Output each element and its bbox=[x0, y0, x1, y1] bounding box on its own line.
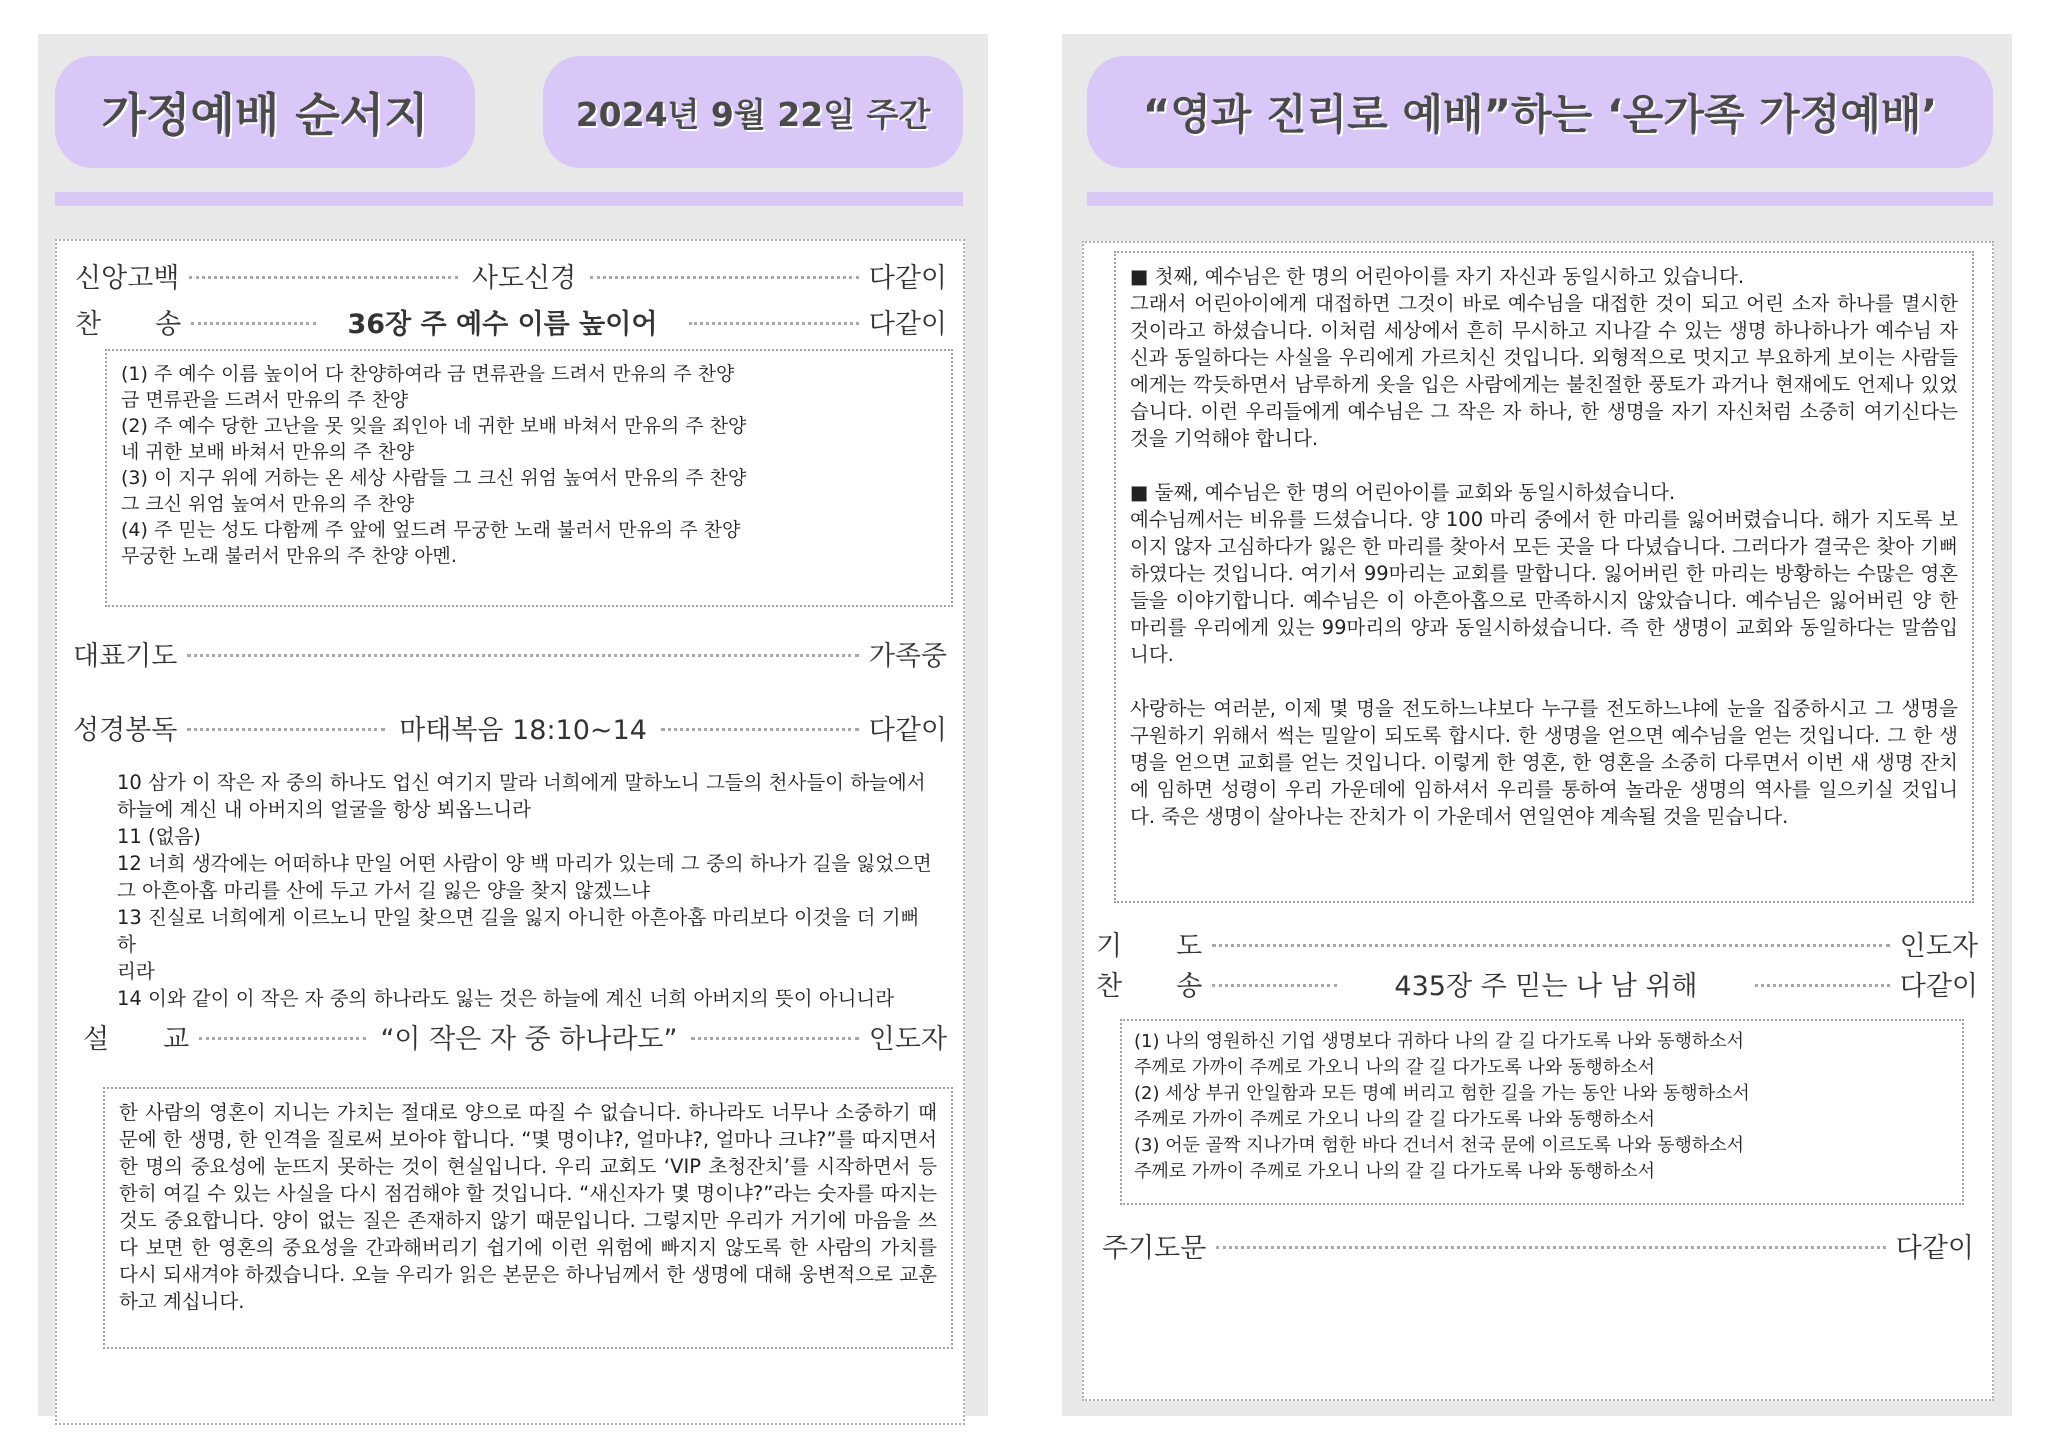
closing-hymn-label: 찬 송 bbox=[1096, 970, 1203, 1002]
hymn-row bbox=[75, 301, 947, 341]
sermon-title: “이 작은 자 중 하나라도” bbox=[380, 1023, 678, 1055]
leader-dots bbox=[187, 654, 858, 657]
reading-content: 마태복음 18:10~14 bbox=[399, 714, 647, 746]
spacer bbox=[1130, 668, 1958, 695]
hymn-content: 36장 주 예수 이름 높이어 bbox=[347, 308, 658, 340]
creed-content: 사도신경 bbox=[471, 262, 577, 294]
lyric-line: (3) 어둔 골짝 지나가며 험한 바다 건너서 천국 문에 이르도록 나와 동행하소서 bbox=[1134, 1135, 1745, 1156]
meditation-box bbox=[1114, 251, 1974, 903]
left-page-panel bbox=[38, 34, 988, 1416]
lords-prayer-label: 주기도문 bbox=[1102, 1232, 1207, 1264]
leader-dots bbox=[187, 728, 385, 731]
lyric-line: 무궁한 노래 불러서 만유의 주 찬양 아멘. bbox=[121, 545, 457, 567]
verse-line: 14 이와 같이 이 작은 자 중의 하나라도 잃는 것은 하늘에 계신 너희 아버지의 뜻이 아니니라 bbox=[117, 987, 895, 1010]
right-header-bar bbox=[1087, 192, 1993, 206]
verse-line: 13 진실로 너희에게 이르노니 만일 찾으면 길을 잃지 아니한 아흔아홉 마리보다 이것을 더 기뻐하 bbox=[117, 906, 920, 956]
right-content-page bbox=[1082, 241, 1994, 1401]
reading-who: 다같이 bbox=[868, 714, 947, 746]
lyric-line: (2) 세상 부귀 안일함과 모든 명예 버리고 험한 길을 가는 동안 나와 동행하소서 bbox=[1134, 1083, 1750, 1104]
sermon-text: 한 사람의 영혼이 지니는 가치는 절대로 양으로 따질 수 없습니다. 하나라도 너무나 소중하기 때문에 한 생명, 한 인격을 질로써 보아야 합니다. “몇 명이냐?, 얼마냐?, 얼마나 크냐?”를 따지면서 한 명의 중요성에 눈뜨지 못하는 것이 현실입니다. 우리 교회도 ‘VIP 초청잔치’를 시작하면서 등한히 여길 수 있는 사실을 다시 점검해야 할 것입니다. “새신자가 몇 명이냐?”라는 숫자를 따지는 것도 중요합니다. 양이 없는 질은 존재하지 않기 때문입니다. 그렇지만 우리가 거기에 마음을 쓰다 보면 한 영혼의 중요성을 간과해버리기 쉽기에 이런 위험에 빠지지 않도록 한 사람의 가치를 다시 되새겨야 하겠습니다. 오늘 우리가 읽은 본문은 하나님께서 한 생명에 대해 웅변적으로 교훈하고 계십니다. bbox=[119, 1101, 937, 1313]
point2-body: 예수님께서는 비유를 드셨습니다. 양 100 마리 중에서 한 마리를 잃어버렸습니다. 해가 지도록 보이지 않자 고심하다가 잃은 한 마리를 찾아서 모든 곳을 다 다녔습니다. 그러다가 결국은 찾아 기뻐하였다는 것입니다. 여기서 99마리는 교회를 말합니다. 잃어버린 한 마리는 방황하는 수많은 영혼들을 이야기합니다. 예수님은 이 아흔아홉으로 만족하시지 않았습니다. 예수님은 잃어버린 양 한 마리를 우리에게 있는 99마리의 양과 동일시하셨습니다. 즉 한 생명이 교회와 동일하다는 말씀입니다. bbox=[1130, 508, 1958, 666]
leader-dots bbox=[689, 322, 859, 325]
scripture-reading-row bbox=[73, 707, 947, 747]
sermon-who: 인도자 bbox=[868, 1023, 947, 1055]
closing-prayer-label: 기 도 bbox=[1096, 930, 1203, 962]
closing-hymn-row bbox=[1096, 963, 1978, 1003]
leader-dots bbox=[1212, 944, 1890, 947]
worship-order-title-text: 가정예배 순서지 bbox=[101, 88, 429, 142]
leader-dots bbox=[691, 1037, 858, 1040]
leader-dots bbox=[1216, 1246, 1885, 1249]
point3-body: 사랑하는 여러분, 이제 몇 명을 전도하느냐보다 누구를 전도하느냐에 눈을 집중하시고 그 생명을 구원하기 위해서 썩는 밀알이 되도록 합시다. 한 생명을 얻으면 예수님을 얻는 것입니다. 그 한 생명을 얻으면 교회를 얻는 것입니다. 이렇게 한 영혼, 한 영혼을 소중히 다루면서 이번 새 생명 잔치에 임하면 성령이 우리 가운데에 임하셔서 우리를 통하여 놀라운 생명의 역사를 일으키실 것입니다. 죽은 생명이 살아나는 잔치가 이 가운데서 연일연야 계속될 것을 믿습니다. bbox=[1130, 697, 1958, 828]
leader-dots bbox=[661, 728, 859, 731]
point2-heading: ■ 둘째, 예수님은 한 명의 어린아이를 교회와 동일시하셨습니다. bbox=[1130, 481, 1676, 504]
creed-who: 다같이 bbox=[868, 262, 947, 294]
left-header-bar bbox=[55, 192, 963, 206]
prayer-who: 가족중 bbox=[868, 640, 947, 672]
leader-dots bbox=[1755, 984, 1890, 987]
closing-prayer-row bbox=[1096, 923, 1978, 963]
verse-line: 리라 bbox=[117, 960, 155, 983]
sermon-label: 설 교 bbox=[83, 1023, 190, 1055]
lyric-line: 주께로 가까이 주께로 가오니 나의 갈 길 다가도록 나와 동행하소서 bbox=[1134, 1109, 1655, 1130]
closing-hymn-content: 435장 주 믿는 나 남 위해 bbox=[1394, 970, 1698, 1002]
family-worship-title-text: “영과 진리로 예배”하는 ‘온가족 가정예배’ bbox=[1142, 90, 1938, 139]
lyric-line: (1) 나의 영원하신 기업 생명보다 귀하다 나의 갈 길 다가도록 나와 동행하소서 bbox=[1134, 1031, 1745, 1052]
representative-prayer-row bbox=[73, 633, 947, 673]
closing-prayer-who: 인도자 bbox=[1899, 930, 1978, 962]
verse-line: 12 너희 생각에는 어떠하냐 만일 어떤 사람이 양 백 마리가 있는데 그 중의 하나가 길을 잃었으면 bbox=[117, 852, 932, 875]
reading-label: 성경봉독 bbox=[73, 714, 178, 746]
verse-line: 11 (없음) bbox=[117, 825, 201, 848]
family-worship-title bbox=[1087, 56, 1993, 168]
leader-dots bbox=[590, 276, 859, 279]
leader-dots bbox=[199, 1037, 366, 1040]
lyric-line: (4) 주 믿는 성도 다함께 주 앞에 엎드려 무궁한 노래 불러서 만유의 주 찬양 bbox=[121, 519, 741, 541]
creed-row bbox=[75, 255, 947, 295]
sermon-text-box bbox=[103, 1087, 953, 1349]
closing-hymn-lyrics-box bbox=[1120, 1019, 1964, 1205]
left-content-page bbox=[55, 239, 965, 1425]
hymn-lyrics-box bbox=[105, 349, 953, 607]
verse-line: 10 삼가 이 작은 자 중의 하나도 업신 여기지 말라 너희에게 말하노니 그들의 천사들이 하늘에서 bbox=[117, 771, 926, 794]
right-page-panel bbox=[1062, 34, 2012, 1416]
lyric-line: 네 귀한 보배 바쳐서 만유의 주 찬양 bbox=[121, 441, 415, 463]
week-date-text: 2024년 9월 22일 주간 bbox=[575, 94, 931, 134]
verse-line: 하늘에 계신 내 아버지의 얼굴을 항상 뵈옵느니라 bbox=[117, 798, 531, 821]
lyric-line: (2) 주 예수 당한 고난을 못 잊을 죄인아 네 귀한 보배 바쳐서 만유의 주 찬양 bbox=[121, 415, 747, 437]
point1-heading: ■ 첫째, 예수님은 한 명의 어린아이를 자기 자신과 동일시하고 있습니다. bbox=[1130, 265, 1745, 288]
lyric-line: (3) 이 지구 위에 거하는 온 세상 사람들 그 크신 위엄 높여서 만유의 주 찬양 bbox=[121, 467, 747, 489]
lords-prayer-who: 다같이 bbox=[1895, 1232, 1974, 1264]
closing-hymn-who: 다같이 bbox=[1899, 970, 1978, 1002]
hymn-who: 다같이 bbox=[868, 308, 947, 340]
lyric-line: 그 크신 위엄 높여서 만유의 주 찬양 bbox=[121, 493, 415, 515]
verse-line: 그 아흔아홉 마리를 산에 두고 가서 길 잃은 양을 찾지 않겠느냐 bbox=[117, 879, 650, 902]
sermon-row bbox=[83, 1016, 947, 1056]
leader-dots bbox=[1212, 984, 1337, 987]
lyric-line: 주께로 가까이 주께로 가오니 나의 갈 길 다가도록 나와 동행하소서 bbox=[1134, 1057, 1655, 1078]
prayer-label: 대표기도 bbox=[73, 640, 178, 672]
hymn-label: 찬 송 bbox=[75, 308, 182, 340]
lyric-line: 주께로 가까이 주께로 가오니 나의 갈 길 다가도록 나와 동행하소서 bbox=[1134, 1161, 1655, 1182]
week-date-badge bbox=[543, 56, 963, 168]
worship-order-title bbox=[55, 56, 475, 168]
scripture-verses bbox=[117, 769, 937, 1012]
spacer bbox=[1130, 452, 1958, 479]
leader-dots bbox=[191, 322, 316, 325]
point1-body: 그래서 어린아이에게 대접하면 그것이 바로 예수님을 대접한 것이 되고 어린 소자 하나를 멸시한 것이라고 하셨습니다. 이처럼 세상에서 흔히 무시하고 지나갈 수 있는 생명 하나하나가 예수님 자신과 동일하다는 사실을 우리에게 가르치신 것입니다. 외형적으로 멋지고 부요하게 보이는 사람들에게는 깍듯하면서 남루하게 옷을 입은 사람에게는 불친절한 풍토가 과거나 현재에도 언제나 있었습니다. 이런 우리들에게 예수님은 그 작은 자 하나, 한 생명을 자기 자신처럼 소중히 여기신다는 것을 기억해야 합니다. bbox=[1130, 292, 1958, 450]
creed-label: 신앙고백 bbox=[75, 262, 180, 294]
lyric-line: 금 면류관을 드려서 만유의 주 찬양 bbox=[121, 389, 409, 411]
lyric-line: (1) 주 예수 이름 높이어 다 찬양하여라 금 면류관을 드려서 만유의 주 찬양 bbox=[121, 363, 735, 385]
leader-dots bbox=[189, 276, 458, 279]
lords-prayer-row bbox=[1102, 1225, 1974, 1265]
